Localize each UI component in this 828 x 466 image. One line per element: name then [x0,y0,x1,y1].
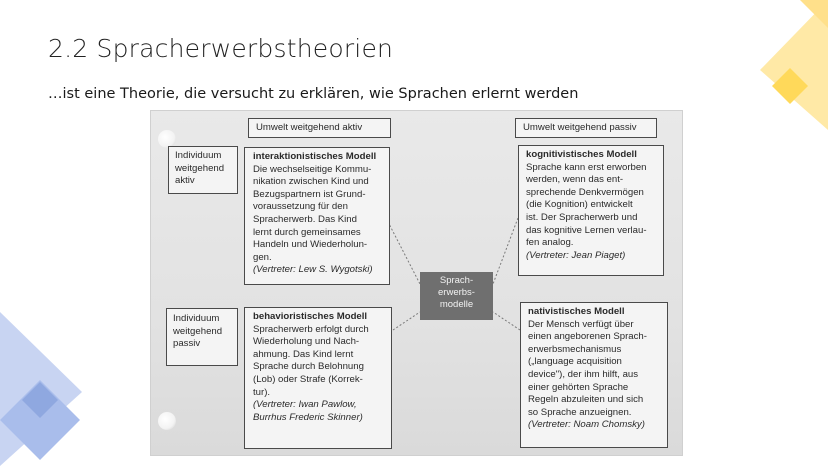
slide-title: 2.2 Spracherwerbstheorien [48,34,394,63]
center-node-language-acquisition-models: Sprach- erwerbs- modelle [420,272,493,320]
nativist-model-heading: nativistisches Modell [528,306,625,317]
nativist-model-box [520,302,668,448]
interactionist-model-text: Die wechselseitige Kommu- nikation zwischen Kind und Bezugspartnern ist Grund- voraussetzung für den Spracherwerb. Das Kind lernt durch gemeinsames Handeln und Wiederholun- gen. [253,163,372,263]
cognitivist-model-heading: kognitivistisches Modell [526,149,637,160]
individuum-active-label: Individuum weitgehend aktiv [168,146,238,194]
header-environment-active: Umwelt weitgehend aktiv [248,118,391,138]
interactionist-model-box [244,147,390,285]
nativist-model-text: Der Mensch verfügt über einen angeborenen Sprach- erwerbsmechanismus („language acquisition device"), der ihm hilft, aus einer gehörten Sprache Regeln abzuleiten und sich so Sprache anzueignen. [528,318,647,418]
slide-subtitle: …ist eine Theorie, die versucht zu erklären, wie Sprachen erlernt werden [48,86,579,102]
behaviorist-model-box [244,307,392,449]
nativist-model-representative: (Vertreter: Noam Chomsky) [528,419,645,431]
interactionist-model-heading: interaktionistisches Modell [253,151,377,162]
behaviorist-model-text: Spracherwerb erfolgt durch Wiederholung und Nach- ahmung. Das Kind lernt Sprache durch Belohnung (Lob) oder Strafe (Korrek- tur). [253,323,369,398]
cognitivist-model-text: Sprache kann erst erworben werden, wenn das ent- sprechende Denkvermögen (die Kognition) entwickelt ist. Der Spracherwerb und das kognitive Lernen verlau- fen analog. [526,161,647,249]
behaviorist-model-representative: (Vertreter: Iwan Pawlow, Burrhus Frederic Skinner) [253,399,363,423]
header-environment-passive: Umwelt weitgehend passiv [515,118,657,138]
cognitivist-model-box [518,145,664,276]
behaviorist-model-heading: behavioristisches Modell [253,311,368,322]
interactionist-model-representative: (Vertreter: Lew S. Wygotski) [253,264,373,276]
individuum-passive-label: Individuum weitgehend passiv [166,308,238,366]
cognitivist-model-representative: (Vertreter: Jean Piaget) [526,249,626,261]
